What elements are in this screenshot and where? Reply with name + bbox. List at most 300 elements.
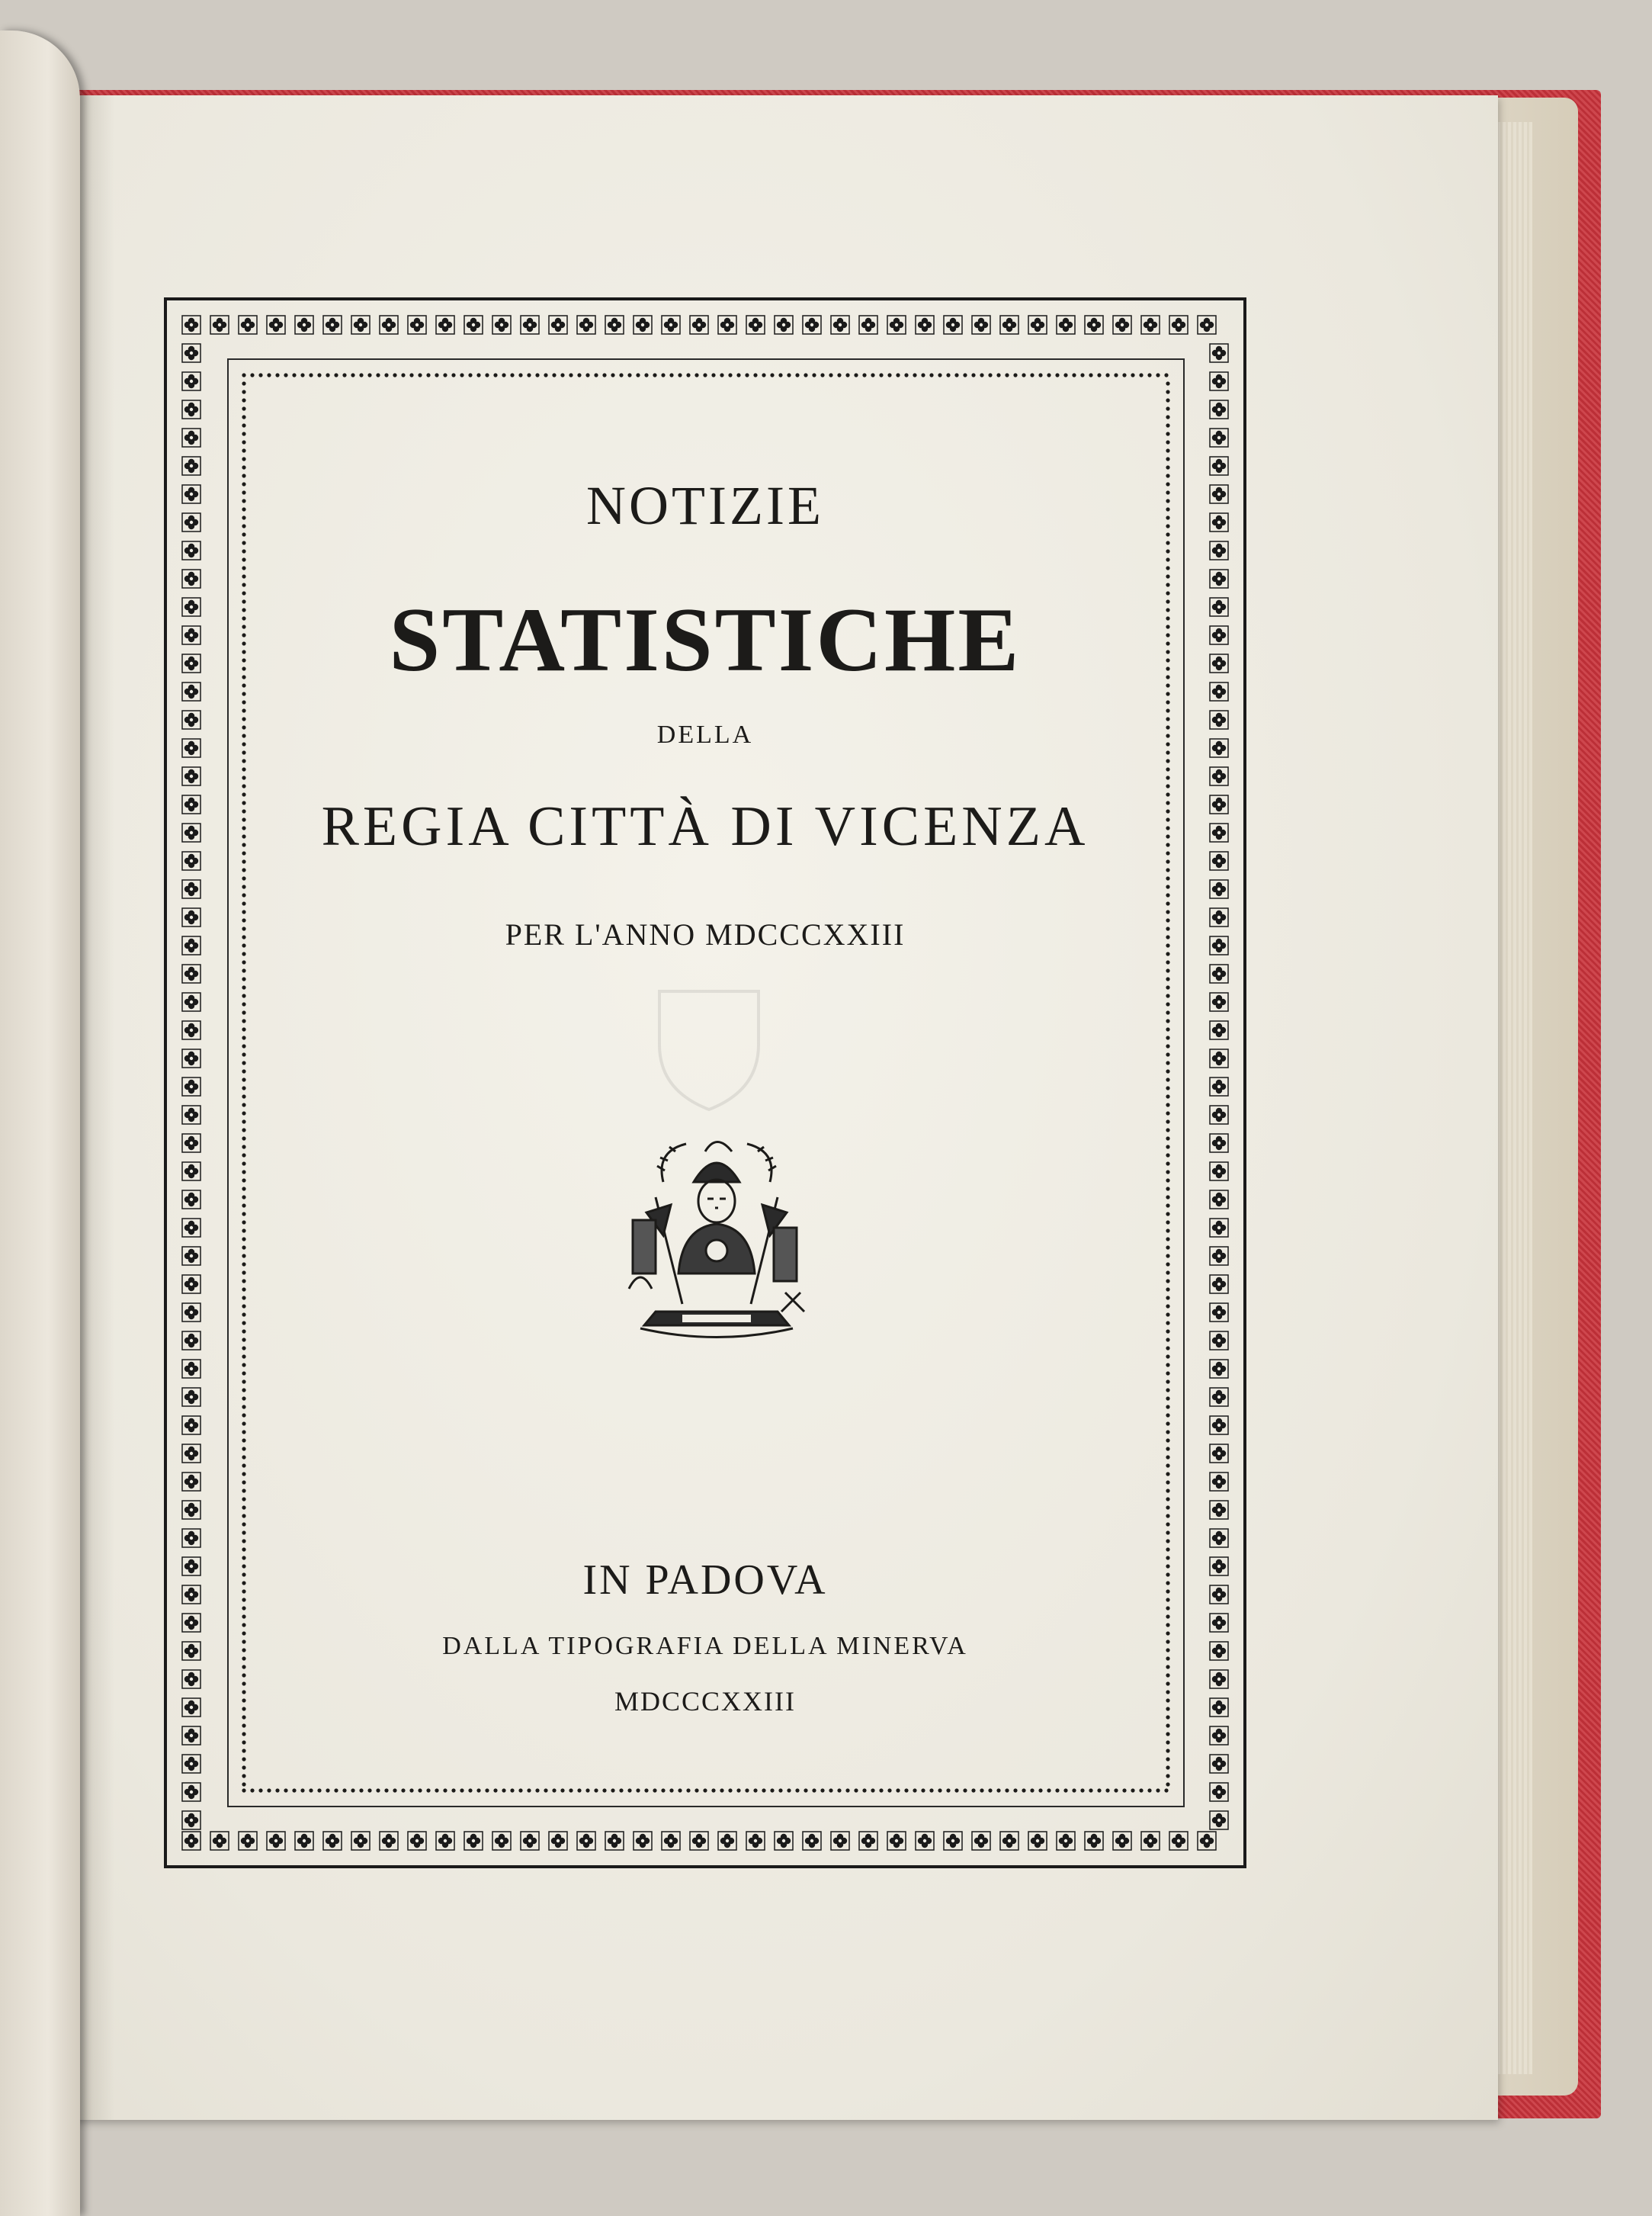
border-dot [1166, 1673, 1169, 1677]
border-flower [1028, 1832, 1047, 1850]
border-dot [686, 1788, 690, 1792]
border-dot [1166, 1765, 1169, 1769]
border-dot [242, 1036, 245, 1039]
border-dot [1166, 1287, 1169, 1291]
border-dot [1166, 1094, 1169, 1098]
border-dot [242, 415, 245, 419]
border-dot [242, 700, 245, 704]
border-dot [1122, 1788, 1126, 1792]
border-flower [1198, 1832, 1216, 1850]
border-flower [690, 1832, 708, 1850]
border-dot [1166, 893, 1169, 897]
border-dot [678, 373, 682, 377]
border-dot [451, 373, 455, 377]
border-dot [736, 1788, 740, 1792]
border-dot [611, 373, 614, 377]
border-dot [770, 373, 774, 377]
border-dot [1147, 1788, 1151, 1792]
border-dot [242, 1740, 245, 1744]
border-dot [242, 457, 245, 461]
border-dot [242, 1623, 245, 1627]
border-flower [690, 316, 708, 334]
title-line-city: REGIA CITTÀ DI VICENZA [321, 795, 1089, 858]
border-dot [535, 373, 539, 377]
border-dot [1166, 859, 1169, 863]
border-dot [627, 373, 631, 377]
border-flower [1057, 1832, 1075, 1850]
border-dot [242, 557, 245, 561]
border-dot [435, 1788, 438, 1792]
border-dot [845, 373, 849, 377]
border-dot [242, 1530, 245, 1534]
border-dot [1139, 373, 1143, 377]
border-dot [837, 373, 841, 377]
border-dot [988, 373, 992, 377]
border-dot [242, 1723, 245, 1727]
border-dot [1166, 448, 1169, 452]
border-dot [242, 1153, 245, 1157]
border-dot [242, 1438, 245, 1442]
border-dot [594, 373, 598, 377]
border-dot [753, 373, 757, 377]
border-dot [829, 373, 832, 377]
border-dot [1131, 1788, 1134, 1792]
border-dot [242, 381, 245, 385]
border-dot [242, 692, 245, 695]
border-dot [560, 373, 564, 377]
border-flower [182, 1529, 200, 1547]
border-dot [1166, 1044, 1169, 1048]
border-dot [242, 406, 245, 410]
border-flower [492, 1832, 511, 1850]
border-dot [367, 373, 371, 377]
border-dot [242, 440, 245, 444]
border-dot [309, 373, 313, 377]
border-dot [242, 994, 245, 997]
border-dot [242, 1019, 245, 1023]
border-dot [242, 1665, 245, 1668]
border-dot [837, 1788, 841, 1792]
title-line-year: PER L'ANNO MDCCCXXIII [505, 917, 906, 952]
border-dot [435, 373, 438, 377]
border-flower [182, 880, 200, 898]
border-flower [859, 1832, 877, 1850]
border-flower [1210, 767, 1228, 785]
border-flower [182, 1162, 200, 1180]
title-line-statistiche: STATISTICHE [389, 589, 1022, 690]
border-dot [1166, 1304, 1169, 1308]
border-flower [887, 1832, 906, 1850]
border-dot [1166, 960, 1169, 964]
border-dot [1022, 1788, 1025, 1792]
border-dot [619, 1788, 623, 1792]
border-dot [242, 1136, 245, 1140]
border-dot [1166, 1354, 1169, 1358]
border-dot [812, 373, 816, 377]
border-dot [1166, 1379, 1169, 1383]
border-dot [1166, 1438, 1169, 1442]
imprint-place: IN PADOVA [582, 1556, 828, 1604]
border-dot [376, 1788, 380, 1792]
border-flower [803, 1832, 821, 1850]
border-dot [393, 373, 396, 377]
border-flower [182, 1783, 200, 1801]
border-dot [1166, 750, 1169, 754]
border-dot [904, 1788, 908, 1792]
border-flower [1210, 400, 1228, 419]
border-dot [1166, 1749, 1169, 1752]
border-dot [879, 373, 883, 377]
border-dot [1166, 1606, 1169, 1610]
border-dot [812, 1788, 816, 1792]
border-dot [367, 1788, 371, 1792]
border-dot [1047, 373, 1051, 377]
border-dot [996, 1788, 1000, 1792]
border-flower [1085, 1832, 1103, 1850]
border-flower [239, 316, 257, 334]
border-dot [963, 1788, 967, 1792]
border-flower [182, 1811, 200, 1829]
border-flower [1210, 1162, 1228, 1180]
border-dot [485, 373, 489, 377]
border-dot [1166, 1153, 1169, 1157]
border-dot [258, 373, 262, 377]
border-dot [820, 373, 824, 377]
border-dot [242, 1522, 245, 1526]
left-facing-page [0, 31, 80, 2216]
border-flower [1210, 1303, 1228, 1322]
border-flower [521, 1832, 539, 1850]
border-dot [242, 1002, 245, 1006]
border-dot [1166, 1774, 1169, 1778]
border-dot [703, 373, 707, 377]
border-dot [242, 1463, 245, 1467]
border-flower [634, 316, 652, 334]
border-dot [242, 1514, 245, 1517]
border-dot [1072, 1788, 1076, 1792]
border-dot [426, 373, 430, 377]
border-dot [980, 1788, 983, 1792]
border-dot [854, 1788, 858, 1792]
border-dot [753, 1788, 757, 1792]
border-dot [762, 1788, 765, 1792]
border-dot [393, 1788, 396, 1792]
minerva-emblem-icon [610, 1129, 823, 1350]
border-flower [944, 1832, 962, 1850]
border-dot [804, 373, 807, 377]
border-dot [468, 373, 472, 377]
border-dot [896, 373, 900, 377]
border-dot [1166, 1723, 1169, 1727]
border-dot [418, 373, 422, 377]
border-dot [854, 373, 858, 377]
border-dot [745, 1788, 749, 1792]
border-dot [1166, 784, 1169, 788]
border-flower [1210, 1783, 1228, 1801]
border-dot [351, 1788, 354, 1792]
border-dot [787, 373, 791, 377]
border-dot [1022, 373, 1025, 377]
border-dot [242, 1304, 245, 1308]
border-dot [569, 373, 573, 377]
border-flower [210, 1832, 229, 1850]
border-dot [787, 1788, 791, 1792]
border-flower [887, 316, 906, 334]
border-dot [1166, 1623, 1169, 1627]
border-dot [1166, 1296, 1169, 1299]
border-dot [938, 373, 941, 377]
border-dot [460, 373, 464, 377]
border-flower [1210, 1444, 1228, 1463]
border-flower [1210, 1077, 1228, 1096]
border-dot [1166, 1161, 1169, 1165]
border-dot [544, 373, 547, 377]
border-dot [1166, 1245, 1169, 1249]
title-line-notizie: NOTIZIE [586, 475, 824, 536]
border-dot [535, 1788, 539, 1792]
border-flower [831, 1832, 849, 1850]
border-dot [493, 1788, 497, 1792]
border-dot [359, 373, 363, 377]
border-dot [1166, 1086, 1169, 1090]
border-dot [653, 1788, 656, 1792]
border-dot [250, 373, 254, 377]
border-dot [242, 1388, 245, 1392]
border-dot [527, 1788, 531, 1792]
border-dot [770, 1788, 774, 1792]
border-dot [326, 373, 329, 377]
border-dot [904, 373, 908, 377]
border-dot [1166, 1530, 1169, 1534]
border-dot [1166, 1119, 1169, 1123]
border-dot [1166, 1077, 1169, 1081]
border-dot [242, 767, 245, 771]
border-dot [493, 373, 497, 377]
border-flower [492, 316, 511, 334]
border-dot [1166, 1522, 1169, 1526]
border-flower [1085, 316, 1103, 334]
border-flower [182, 1726, 200, 1745]
border-dot [1166, 910, 1169, 914]
border-dot [1080, 373, 1084, 377]
border-flower [182, 993, 200, 1011]
border-dot [384, 1788, 388, 1792]
border-flower [549, 1832, 567, 1850]
border-dot [460, 1788, 464, 1792]
border-dot [242, 1010, 245, 1014]
border-dot [242, 1061, 245, 1065]
border-dot [577, 373, 581, 377]
border-dot [1089, 1788, 1092, 1792]
border-flower [182, 1219, 200, 1237]
border-dot [577, 1788, 581, 1792]
border-dot [1063, 373, 1067, 377]
border-dot [913, 1788, 916, 1792]
border-dot [678, 1788, 682, 1792]
border-dot [1166, 1405, 1169, 1408]
border-flower [182, 372, 200, 390]
border-dot [426, 1788, 430, 1792]
border-dot [242, 977, 245, 981]
border-flower [239, 1832, 257, 1850]
border-dot [1097, 373, 1101, 377]
border-dot [1055, 373, 1059, 377]
border-flower [436, 1832, 454, 1850]
border-dot [778, 373, 782, 377]
border-flower [1000, 1832, 1018, 1850]
border-dot [1122, 373, 1126, 377]
border-flower [605, 316, 624, 334]
border-flower [1210, 1331, 1228, 1350]
border-dot [1166, 1220, 1169, 1224]
border-dot [242, 390, 245, 393]
border-flower [182, 457, 200, 475]
border-dot [242, 1077, 245, 1081]
border-dot [913, 373, 916, 377]
border-dot [1166, 465, 1169, 469]
border-dot [334, 1788, 338, 1792]
border-dot [552, 1788, 556, 1792]
border-dot [443, 1788, 447, 1792]
border-dot [342, 373, 346, 377]
border-flower [1169, 1832, 1188, 1850]
border-dot [871, 373, 874, 377]
border-dot [636, 373, 640, 377]
border-dot [510, 1788, 514, 1792]
border-flower [662, 1832, 680, 1850]
border-dot [711, 1788, 715, 1792]
border-dot [1166, 1447, 1169, 1450]
border-flower [1210, 541, 1228, 560]
border-dot [267, 373, 271, 377]
border-dot [552, 373, 556, 377]
border-dot [862, 373, 866, 377]
border-dot [1139, 1788, 1143, 1792]
border-dot [284, 1788, 287, 1792]
border-dot [1030, 373, 1034, 377]
border-flower [859, 316, 877, 334]
border-dot [242, 1421, 245, 1425]
border-dot [980, 373, 983, 377]
border-flower [1141, 1832, 1160, 1850]
border-flower [944, 316, 962, 334]
border-flower [1210, 1755, 1228, 1773]
border-flower [182, 1614, 200, 1632]
border-dot [242, 1338, 245, 1341]
border-dot [1166, 1505, 1169, 1509]
border-flower [1210, 1275, 1228, 1293]
border-dot [1166, 1178, 1169, 1182]
border-flower [210, 316, 229, 334]
border-flower [577, 316, 595, 334]
border-flower [1210, 965, 1228, 983]
border-dot [258, 1788, 262, 1792]
border-flower [182, 965, 200, 983]
border-dot [1166, 1430, 1169, 1434]
border-dot [1166, 700, 1169, 704]
border-dot [711, 373, 715, 377]
border-flower [1210, 1473, 1228, 1491]
border-dot [1166, 1019, 1169, 1023]
border-flower [182, 1021, 200, 1039]
border-flower [775, 1832, 793, 1850]
border-dot [242, 1673, 245, 1677]
border-flower [408, 1832, 426, 1850]
border-dot [745, 373, 749, 377]
border-dot [242, 1321, 245, 1325]
border-dot [476, 373, 480, 377]
border-flower [182, 344, 200, 362]
border-dot [1166, 1002, 1169, 1006]
border-flower [1210, 1219, 1228, 1237]
border-flower [182, 1331, 200, 1350]
border-dot [242, 1178, 245, 1182]
border-dot [938, 1788, 941, 1792]
imprint-year: MDCCCXXIII [614, 1686, 796, 1717]
border-dot [242, 1749, 245, 1752]
border-dot [242, 1237, 245, 1241]
border-dot [376, 373, 380, 377]
border-dot [653, 373, 656, 377]
border-dot [1013, 1788, 1017, 1792]
border-flower [1198, 316, 1216, 334]
border-flower [267, 1832, 285, 1850]
border-flower [1210, 1416, 1228, 1434]
border-flower [182, 1077, 200, 1096]
border-dot [510, 373, 514, 377]
border-flower [1210, 1049, 1228, 1068]
border-flower [775, 316, 793, 334]
border-flower [916, 1832, 934, 1850]
border-dot [242, 1145, 245, 1148]
border-dot [661, 1788, 665, 1792]
border-dot [1114, 1788, 1118, 1792]
border-dot [1080, 1788, 1084, 1792]
border-dot [242, 398, 245, 402]
border-dot [896, 1788, 900, 1792]
border-dot [728, 373, 732, 377]
border-dot [1166, 1203, 1169, 1207]
border-flower [746, 1832, 765, 1850]
border-dot [409, 1788, 413, 1792]
border-flower [182, 1473, 200, 1491]
border-dot [720, 1788, 723, 1792]
border-dot [1166, 1052, 1169, 1056]
border-dot [242, 893, 245, 897]
border-dot [1166, 1463, 1169, 1467]
border-dot [242, 1405, 245, 1408]
border-dot [1030, 1788, 1034, 1792]
border-flower [380, 316, 398, 334]
border-dot [242, 784, 245, 788]
border-dot [627, 1788, 631, 1792]
border-dot [242, 1363, 245, 1367]
border-dot [1166, 1170, 1169, 1174]
border-dot [242, 1094, 245, 1098]
border-dot [1166, 1539, 1169, 1543]
border-flower [1210, 344, 1228, 362]
border-dot [1166, 457, 1169, 461]
border-dot [611, 1788, 614, 1792]
border-dot [1166, 1396, 1169, 1400]
border-dot [242, 1220, 245, 1224]
border-flower [1210, 1021, 1228, 1039]
border-dot [1038, 373, 1042, 377]
border-dot [242, 574, 245, 578]
border-dot [585, 373, 589, 377]
border-flower [1210, 993, 1228, 1011]
border-dot [795, 373, 799, 377]
